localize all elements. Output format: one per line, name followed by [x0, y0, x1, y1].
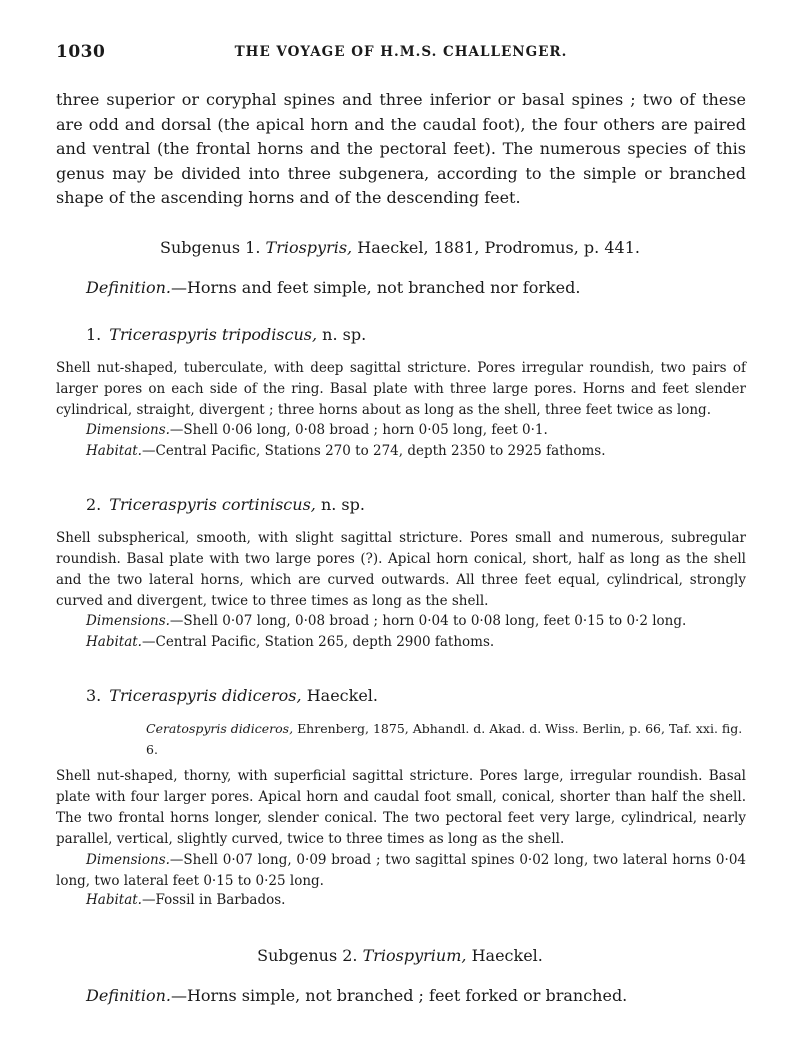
dimensions-text: —Shell 0·07 long, 0·09 broad ; two sagittal spines 0·02 long, two lateral horns 0·04 long, two lateral feet 0·15 to 0·25 long. — [56, 852, 746, 889]
habitat-text: —Central Pacific, Station 265, depth 2900 fathoms. — [141, 634, 495, 650]
running-header — [56, 42, 746, 66]
habitat-label: Habitat. — [86, 443, 142, 459]
reference-text: Ehrenberg, 1875, Abhandl. d. Akad. d. Wiss. Berlin, p. 66, Taf. xxi. fig. 6. — [146, 721, 743, 757]
species-2-description: Shell subspherical, smooth, with slight sagittal stricture. Pores small and numerous, subregular roundish. Basal plate with two large pores (?). Apical horn conical, short, half as long as the shell and the two lateral horns, which are curved outwards. All three feet equal, cylindrical, strongly curved and divergent, twice to three times as long as the shell. — [56, 530, 746, 609]
species-3-dimensions — [56, 850, 746, 892]
species-1-name: Triceraspyris tripodiscus, — [109, 325, 318, 344]
dimensions-text: —Shell 0·07 long, 0·08 broad ; horn 0·04 to 0·08 long, feet 0·15 to 0·2 long. — [169, 613, 687, 629]
species-3-habitat — [86, 892, 746, 908]
species-3-number: 3. — [86, 686, 102, 705]
subgenus-2-name: Triospyrium, — [362, 946, 467, 965]
running-title: THE VOYAGE OF H.M.S. CHALLENGER. — [234, 44, 568, 60]
species-2-heading — [86, 495, 746, 514]
habitat-label: Habitat. — [86, 892, 142, 908]
species-2-dimensions — [86, 613, 746, 629]
habitat-label: Habitat. — [86, 634, 142, 650]
habitat-text: —Fossil in Barbados. — [141, 892, 286, 908]
definition-label: Definition. — [86, 986, 171, 1005]
species-1-dimensions — [86, 422, 746, 438]
dimensions-label: Dimensions. — [86, 613, 170, 629]
species-2-name: Triceraspyris cortiniscus, — [109, 495, 316, 514]
definition-label: Definition. — [86, 278, 171, 297]
subgenus-2-heading — [0, 946, 800, 965]
page-number: 1030 — [56, 42, 106, 62]
species-1-status: n. sp. — [322, 325, 367, 344]
subgenus-2-definition — [86, 986, 766, 1005]
subgenus-2-prefix: Subgenus 2. — [257, 946, 358, 965]
subgenus-2-citation: Haeckel. — [471, 946, 543, 965]
definition-text: —Horns simple, not branched ; feet forked or branched. — [170, 986, 628, 1005]
dimensions-text: —Shell 0·06 long, 0·08 broad ; horn 0·05 long, feet 0·1. — [169, 422, 548, 438]
subgenus-1-heading — [0, 238, 800, 257]
subgenus-1-name: Triospyris, — [265, 238, 353, 257]
dimensions-label: Dimensions. — [86, 422, 170, 438]
species-3-status: Haeckel. — [306, 686, 378, 705]
species-3-heading — [86, 686, 746, 705]
species-2-number: 2. — [86, 495, 102, 514]
subgenus-1-citation: Haeckel, 1881, Prodromus, p. 441. — [357, 238, 640, 257]
species-3-description: Shell nut-shaped, thorny, with superficial sagittal stricture. Pores large, irregular roundish. Basal plate with four larger pores. Apical horn and caudal foot small, conical, shorter than half the shell. The two frontal horns longer, slender conical. The two pectoral feet very large, cylindrical, nearly parallel, vertical, slightly curved, twice to three times as long as the shell. — [56, 768, 746, 847]
species-1-number: 1. — [86, 325, 102, 344]
intro-paragraph: three superior or coryphal spines and three inferior or basal spines ; two of these are odd and dorsal (the apical horn and the caudal foot), the four others are paired and ventral (the frontal horns and the pectoral feet). The numerous species of this genus may be divided into three subgenera, according to the simple or branched shape of the ascending horns and of the descending feet. — [56, 90, 746, 207]
habitat-text: —Central Pacific, Stations 270 to 274, depth 2350 to 2925 fathoms. — [141, 443, 606, 459]
species-2-status: n. sp. — [320, 495, 365, 514]
species-3-name: Triceraspyris didiceros, — [109, 686, 302, 705]
definition-text: —Horns and feet simple, not branched nor forked. — [170, 278, 581, 297]
species-2-habitat — [86, 634, 746, 650]
species-1-heading — [86, 325, 746, 344]
reference-name: Ceratospyris didiceros, — [146, 721, 294, 736]
species-3-reference — [146, 718, 746, 760]
dimensions-label: Dimensions. — [86, 852, 170, 868]
species-1-habitat — [86, 443, 746, 459]
subgenus-1-prefix: Subgenus 1. — [160, 238, 261, 257]
species-1-description: Shell nut-shaped, tuberculate, with deep sagittal stricture. Pores irregular roundish, two pairs of larger pores on each side of the ring. Basal plate with three large pores. Horns and feet slender cylindrical, straight, divergent ; three horns about as long as the shell, three feet twice as long. — [56, 360, 746, 418]
subgenus-1-definition — [86, 278, 766, 297]
